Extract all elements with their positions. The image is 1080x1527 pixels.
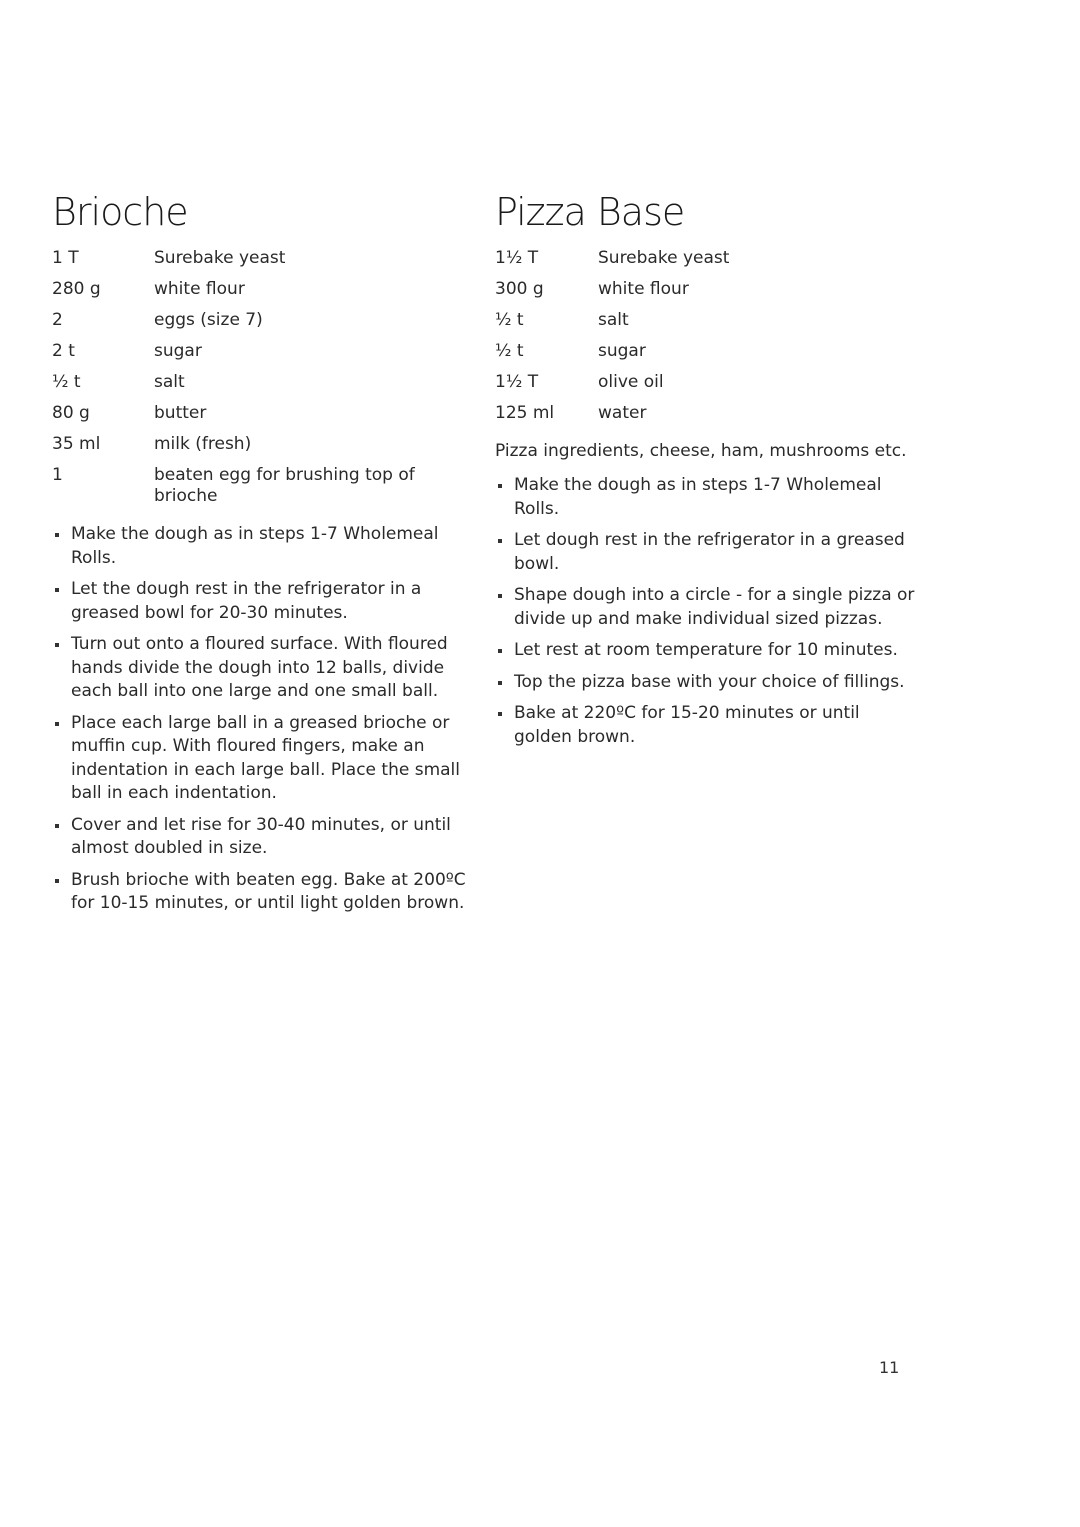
ingredient-row [495,403,898,434]
ingredient-item: butter [154,403,207,423]
ingredient-qty: ½ t [52,372,81,392]
ingredient-row [495,372,898,403]
ingredient-qty: 280 g [52,279,101,299]
ingredient-item: white flour [154,279,245,299]
ingredient-qty: 125 ml [495,403,555,423]
ingredient-item: sugar [598,341,646,361]
page-number: 11 [879,1358,900,1377]
ingredient-item: beaten egg for brushing top of brioche [154,465,415,506]
brioche-title: Brioche [52,190,188,234]
ingredient-item: Surebake yeast [154,248,286,268]
ingredient-row [52,465,454,517]
ingredient-qty: 1½ T [495,372,539,392]
ingredient-item: eggs (size 7) [154,310,263,330]
step-item: Brush brioche with beaten egg. Bake at 200ºC for 10-15 minutes, or until light golden brown. [52,869,472,916]
ingredient-row [495,341,898,372]
ingredient-qty: 1 [52,465,63,485]
ingredient-row [495,310,898,341]
ingredient-qty: ½ t [495,310,524,330]
ingredient-item: Surebake yeast [598,248,730,268]
ingredient-row [52,248,454,279]
ingredient-row [52,341,454,372]
brioche-recipe [52,188,472,924]
ingredient-item: milk (fresh) [154,434,252,454]
ingredient-item: salt [154,372,185,392]
ingredient-qty: ½ t [495,341,524,361]
step-item: Turn out onto a floured surface. With floured hands divide the dough into 12 balls, divide each ball into one large and one small ball. [52,633,472,704]
pizza-toppings-note: Pizza ingredients, cheese, ham, mushrooms etc. [495,441,907,461]
ingredient-item: olive oil [598,372,664,392]
pizza-base-title: Pizza Base [495,190,685,234]
step-item: Let dough rest in the refrigerator in a greased bowl. [495,529,915,576]
pizza-base-steps [495,474,915,749]
brioche-steps [52,523,472,916]
pizza-base-recipe [495,188,915,757]
ingredient-qty: 35 ml [52,434,101,454]
brioche-ingredients [52,248,454,517]
ingredient-item: white flour [598,279,689,299]
ingredient-qty: 2 t [52,341,75,361]
ingredient-row [495,248,898,279]
step-item: Place each large ball in a greased brioche or muffin cup. With floured fingers, make an indentation in each large ball. Place the small ball in each indentation. [52,712,472,806]
ingredient-qty: 300 g [495,279,544,299]
step-item: Make the dough as in steps 1-7 Wholemeal Rolls. [495,474,915,521]
step-item: Shape dough into a circle - for a single pizza or divide up and make individual sized pizzas. [495,584,915,631]
ingredient-row [495,279,898,310]
ingredient-row [52,434,454,465]
ingredient-item: water [598,403,647,423]
ingredient-qty: 80 g [52,403,90,423]
ingredient-row [52,372,454,403]
ingredient-item: sugar [154,341,202,361]
ingredient-row [52,310,454,341]
ingredient-qty: 2 [52,310,63,330]
step-item: Let the dough rest in the refrigerator in a greased bowl for 20-30 minutes. [52,578,472,625]
ingredient-item: salt [598,310,629,330]
step-item: Let rest at room temperature for 10 minutes. [495,639,915,663]
step-item: Top the pizza base with your choice of fillings. [495,671,915,695]
ingredient-row [52,279,454,310]
ingredient-qty: 1½ T [495,248,539,268]
step-item: Bake at 220ºC for 15-20 minutes or until golden brown. [495,702,915,749]
pizza-base-ingredients [495,248,898,434]
ingredient-qty: 1 T [52,248,79,268]
step-item: Make the dough as in steps 1-7 Wholemeal Rolls. [52,523,472,570]
ingredient-row [52,403,454,434]
step-item: Cover and let rise for 30-40 minutes, or until almost doubled in size. [52,814,472,861]
